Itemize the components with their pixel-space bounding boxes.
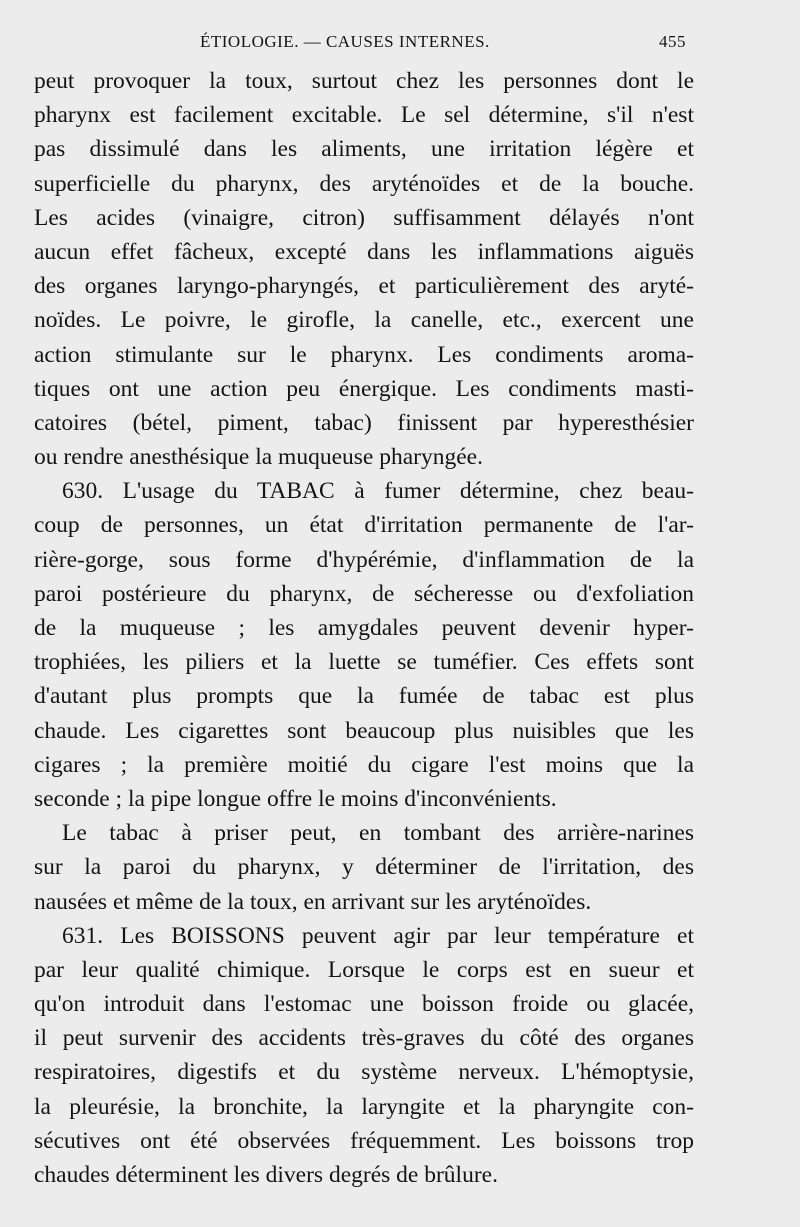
text-line: rière-gorge, sous forme d'hypérémie, d'inflammation de la [34, 546, 694, 573]
text-line: la pleurésie, la bronchite, la laryngite et la pharyngite con- [34, 1093, 694, 1120]
paragraph-tabac-priser-start: Le tabac à priser peut, en tombant des arrière-narines [62, 820, 694, 847]
running-title: ÉTIOLOGIE. — CAUSES INTERNES. [200, 32, 490, 51]
text-line: pas dissimulé dans les aliments, une irritation légère et [34, 136, 694, 163]
text-line: ou rendre anesthésique la muqueuse pharyngée. [34, 444, 483, 471]
text-line: peut provoquer la toux, surtout chez les personnes dont le [34, 68, 694, 94]
text-line: catoires (bétel, piment, tabac) finissent par hyperesthésier [34, 409, 694, 436]
text-line: respiratoires, digestifs et du système nerveux. L'hémoptysie, [34, 1059, 694, 1086]
text-line: paroi postérieure du pharynx, de sécheresse ou d'exfoliation [34, 580, 694, 607]
text-line: superficielle du pharynx, des aryténoïdes et de la bouche. [34, 170, 694, 197]
text-line: des organes laryngo-pharyngés, et particulièrement des aryté- [34, 273, 694, 300]
text-line: noïdes. Le poivre, le girofle, la canelle, etc., exercent une [34, 307, 694, 334]
text-line: chaude. Les cigarettes sont beaucoup plus nuisibles que les [34, 717, 694, 744]
body-text [34, 64, 694, 1192]
text-line: aucun effet fâcheux, excepté dans les inflammations aiguës [34, 238, 694, 265]
text-line: il peut survenir des accidents très-graves du côté des organes [34, 1025, 694, 1052]
text-line: action stimulante sur le pharynx. Les condiments aroma- [34, 341, 694, 368]
text-line: seconde ; la pipe longue offre le moins d'inconvénients. [34, 785, 557, 812]
text-line: coup de personnes, un état d'irritation permanente de l'ar- [34, 512, 694, 539]
text-line: sécutives ont été observées fréquemment. Les boissons trop [34, 1127, 694, 1154]
text-line: Les acides (vinaigre, citron) suffisamment délayés n'ont [34, 204, 694, 231]
text-line: sur la paroi du pharynx, y déterminer de l'irritation, des [34, 854, 694, 881]
text-line: tiques ont une action peu énergique. Les condiments masti- [34, 375, 694, 402]
text-line: pharynx est facilement excitable. Le sel détermine, s'il n'est [34, 102, 694, 129]
text-line: trophiées, les piliers et la luette se tuméfier. Ces effets sont [34, 649, 694, 676]
text-line: par leur qualité chimique. Lorsque le corps est en sueur et [34, 956, 694, 983]
text-line: qu'on introduit dans l'estomac une boisson froide ou glacée, [34, 991, 694, 1018]
text-line: cigares ; la première moitié du cigare l'est moins que la [34, 751, 694, 778]
paragraph-631-start: 631. Les BOISSONS peuvent agir par leur température et [62, 922, 694, 949]
text-line: de la muqueuse ; les amygdales peuvent devenir hyper- [34, 615, 694, 641]
paragraph-630-start: 630. L'usage du TABAC à fumer détermine, chez beau- [62, 478, 694, 505]
running-header [200, 32, 686, 58]
text-line: chaudes déterminent les divers degrés de brûlure. [34, 1162, 498, 1188]
page-number: 455 [659, 32, 686, 51]
text-line: d'autant plus prompts que la fumée de tabac est plus [34, 683, 694, 710]
text-line: nausées et même de la toux, en arrivant sur les aryténoïdes. [34, 888, 592, 915]
